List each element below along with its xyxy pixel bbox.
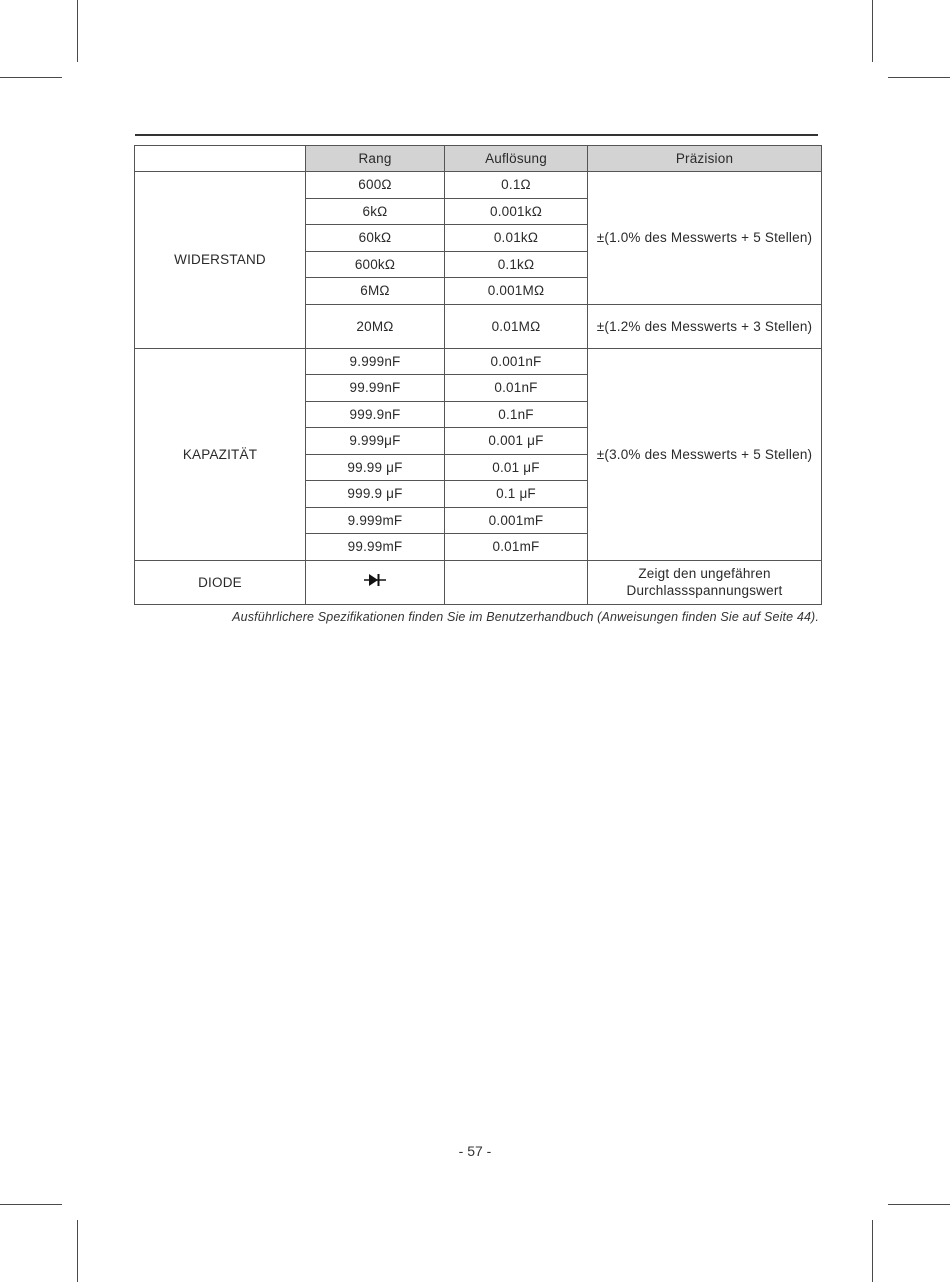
table-row [135, 172, 822, 199]
range-cell: 99.99nF [306, 375, 445, 402]
capacitance-precision: ±(3.0% des Messwerts + 5 Stellen) [588, 348, 822, 560]
diode-symbol-cell [306, 560, 445, 604]
diode-icon [364, 573, 386, 591]
resistance-label: WIDERSTAND [135, 172, 306, 349]
crop-mark [888, 1204, 950, 1205]
table-header-row [135, 146, 822, 172]
resolution-cell: 0.001kΩ [445, 198, 588, 225]
crop-mark [77, 0, 78, 62]
resolution-cell: 0.1nF [445, 401, 588, 428]
resolution-cell: 0.1kΩ [445, 251, 588, 278]
range-cell: 6kΩ [306, 198, 445, 225]
range-cell: 9.999nF [306, 348, 445, 375]
resolution-cell: 0.01mF [445, 534, 588, 561]
table-row [135, 348, 822, 375]
specification-table [134, 145, 822, 605]
range-cell: 99.99 μF [306, 454, 445, 481]
resolution-cell: 0.001MΩ [445, 278, 588, 305]
header-precision: Präzision [588, 146, 822, 172]
diode-label: DIODE [135, 560, 306, 604]
page-number: - 57 - [458, 1143, 492, 1159]
resolution-cell: 0.001nF [445, 348, 588, 375]
range-cell: 99.99mF [306, 534, 445, 561]
crop-mark [0, 77, 62, 78]
resolution-cell: 0.01MΩ [445, 304, 588, 348]
crop-mark [0, 1204, 62, 1205]
resistance-precision-1: ±(1.0% des Messwerts + 5 Stellen) [588, 172, 822, 305]
resolution-cell: 0.1 μF [445, 481, 588, 508]
table-row [135, 560, 822, 604]
range-cell: 600kΩ [306, 251, 445, 278]
range-cell: 999.9nF [306, 401, 445, 428]
range-cell: 60kΩ [306, 225, 445, 252]
range-cell: 9.999μF [306, 428, 445, 455]
diode-resolution [445, 560, 588, 604]
crop-mark [888, 77, 950, 78]
range-cell: 600Ω [306, 172, 445, 199]
capacitance-label: KAPAZITÄT [135, 348, 306, 560]
range-cell: 9.999mF [306, 507, 445, 534]
crop-mark [872, 0, 873, 62]
resistance-precision-2: ±(1.2% des Messwerts + 3 Stellen) [588, 304, 822, 348]
resolution-cell: 0.01 μF [445, 454, 588, 481]
top-rule [135, 134, 818, 136]
range-cell: 20MΩ [306, 304, 445, 348]
resolution-cell: 0.01kΩ [445, 225, 588, 252]
crop-mark [872, 1220, 873, 1282]
resolution-cell: 0.01nF [445, 375, 588, 402]
range-cell: 6MΩ [306, 278, 445, 305]
resolution-cell: 0.001mF [445, 507, 588, 534]
range-cell: 999.9 μF [306, 481, 445, 508]
resolution-cell: 0.001 μF [445, 428, 588, 455]
header-resolution: Auflösung [445, 146, 588, 172]
footnote: Ausführlichere Spezifikationen finden Sie im Benutzerhandbuch (Anweisungen finden Sie auf Seite 44). [232, 610, 819, 624]
header-range: Rang [306, 146, 445, 172]
crop-mark [77, 1220, 78, 1282]
diode-precision: Zeigt den ungefähren Durchlassspannungswert [588, 560, 822, 604]
header-blank-cell [135, 146, 306, 172]
resolution-cell: 0.1Ω [445, 172, 588, 199]
